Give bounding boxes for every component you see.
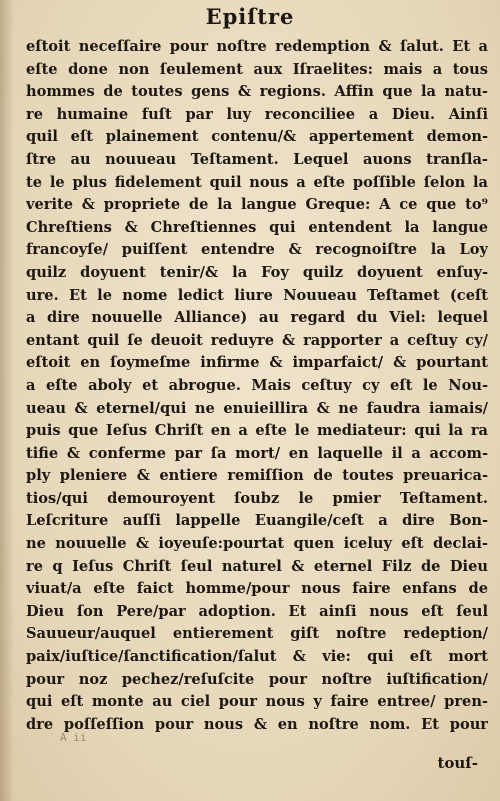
text-line: eſtoit neceſſaire pour noſtre redemption & ſalut. Et a: [26, 38, 488, 55]
text-line: puis que Ieſus Chriſt en a eſte le mediateur: qui la ra: [26, 422, 488, 440]
text-line: re q Ieſus Chriſt ſeul naturel & eternel Filz de Dieu: [26, 557, 488, 575]
running-header: Epiſtre: [205, 4, 295, 29]
text-line: a dire nouuelle Alliance) au regard du Viel: lequel: [26, 309, 488, 327]
text-line: ure. Et le nome ledict liure Nouueau Teſtamet (ceſt: [26, 286, 488, 304]
text-line: qui eſt monte au ciel pour nous y faire entree/ pren-: [26, 693, 488, 711]
text-line: hommes de toutes gens & regions. Affin que la natu-: [26, 83, 488, 101]
text-line: tios/qui demouroyent ſoubz le pmier Teſtament.: [26, 489, 488, 507]
text-line: eſtoit en ſoymeſme infirme & imparfaict/ & pourtant: [26, 354, 488, 372]
text-line: verite & propriete de la langue Greque: A ce que to⁹: [26, 196, 488, 214]
text-line: tifie & conferme par ſa mort/ en laquelle il a accom-: [26, 444, 488, 462]
text-line: quilz doyuent tenir/& la Foy quilz doyuent enſuy-: [26, 263, 488, 281]
text-line: a eſte aboly et abrogue. Mais ceſtuy cy eſt le Nou-: [26, 376, 488, 394]
page-gutter-shadow: [0, 0, 14, 801]
text-line: Dieu ſon Pere/par adoption. Et ainſi nous eſt ſeul: [26, 602, 488, 620]
text-line: pour noz pechez/reſuſcite pour noſtre iuſtification/: [26, 670, 488, 688]
text-line: viuat/a eſte faict homme/pour nous faire enfans de: [26, 580, 488, 598]
text-line: Sauueur/auquel entierement giſt noſtre redeption/: [26, 625, 488, 643]
catchword: touſ-: [437, 754, 478, 772]
text-line: entant quil ſe deuoit reduyre & rapporter a ceſtuy cy/: [26, 331, 488, 349]
text-line: te le plus fidelement quil nous a eſte poſſible ſelon la: [26, 173, 488, 191]
text-line: ne nouuelle & ioyeuſe:pourtat quen iceluy eſt declai-: [26, 535, 488, 553]
text-line: Leſcriture auſſi lappelle Euangile/ceſt a dire Bon-: [26, 512, 488, 530]
text-line: ſtre au nouueau Teſtament. Lequel auons tranſla-: [26, 150, 488, 168]
text-line: ply pleniere & entiere remiſſion de toutes preuarica-: [26, 467, 488, 485]
body-text-block: [26, 36, 488, 736]
text-line: dre poſſeſſion pour nous & en noſtre nom. Et pour: [26, 715, 488, 733]
text-line: quil eſt plainement contenu/& appertement demon-: [26, 128, 488, 146]
text-line: francoyſe/ puiſſent entendre & recognoiſtre la Loy: [26, 241, 488, 259]
text-line: ueau & eternel/qui ne enuieillira & ne faudra iamais/: [26, 399, 488, 417]
text-line: re humaine fuſt par luy reconciliee a Dieu. Ainſi: [26, 105, 488, 123]
signature-mark: A ii: [60, 731, 87, 744]
text-line: eſte done non ſeulement aux Iſraelites: mais a tous: [26, 60, 488, 78]
text-line: Chreſtiens & Chreſtiennes qui entendent la langue: [26, 218, 488, 236]
text-line: paix/iuſtice/ſanctification/ſalut & vie: qui eſt mort: [26, 648, 488, 666]
